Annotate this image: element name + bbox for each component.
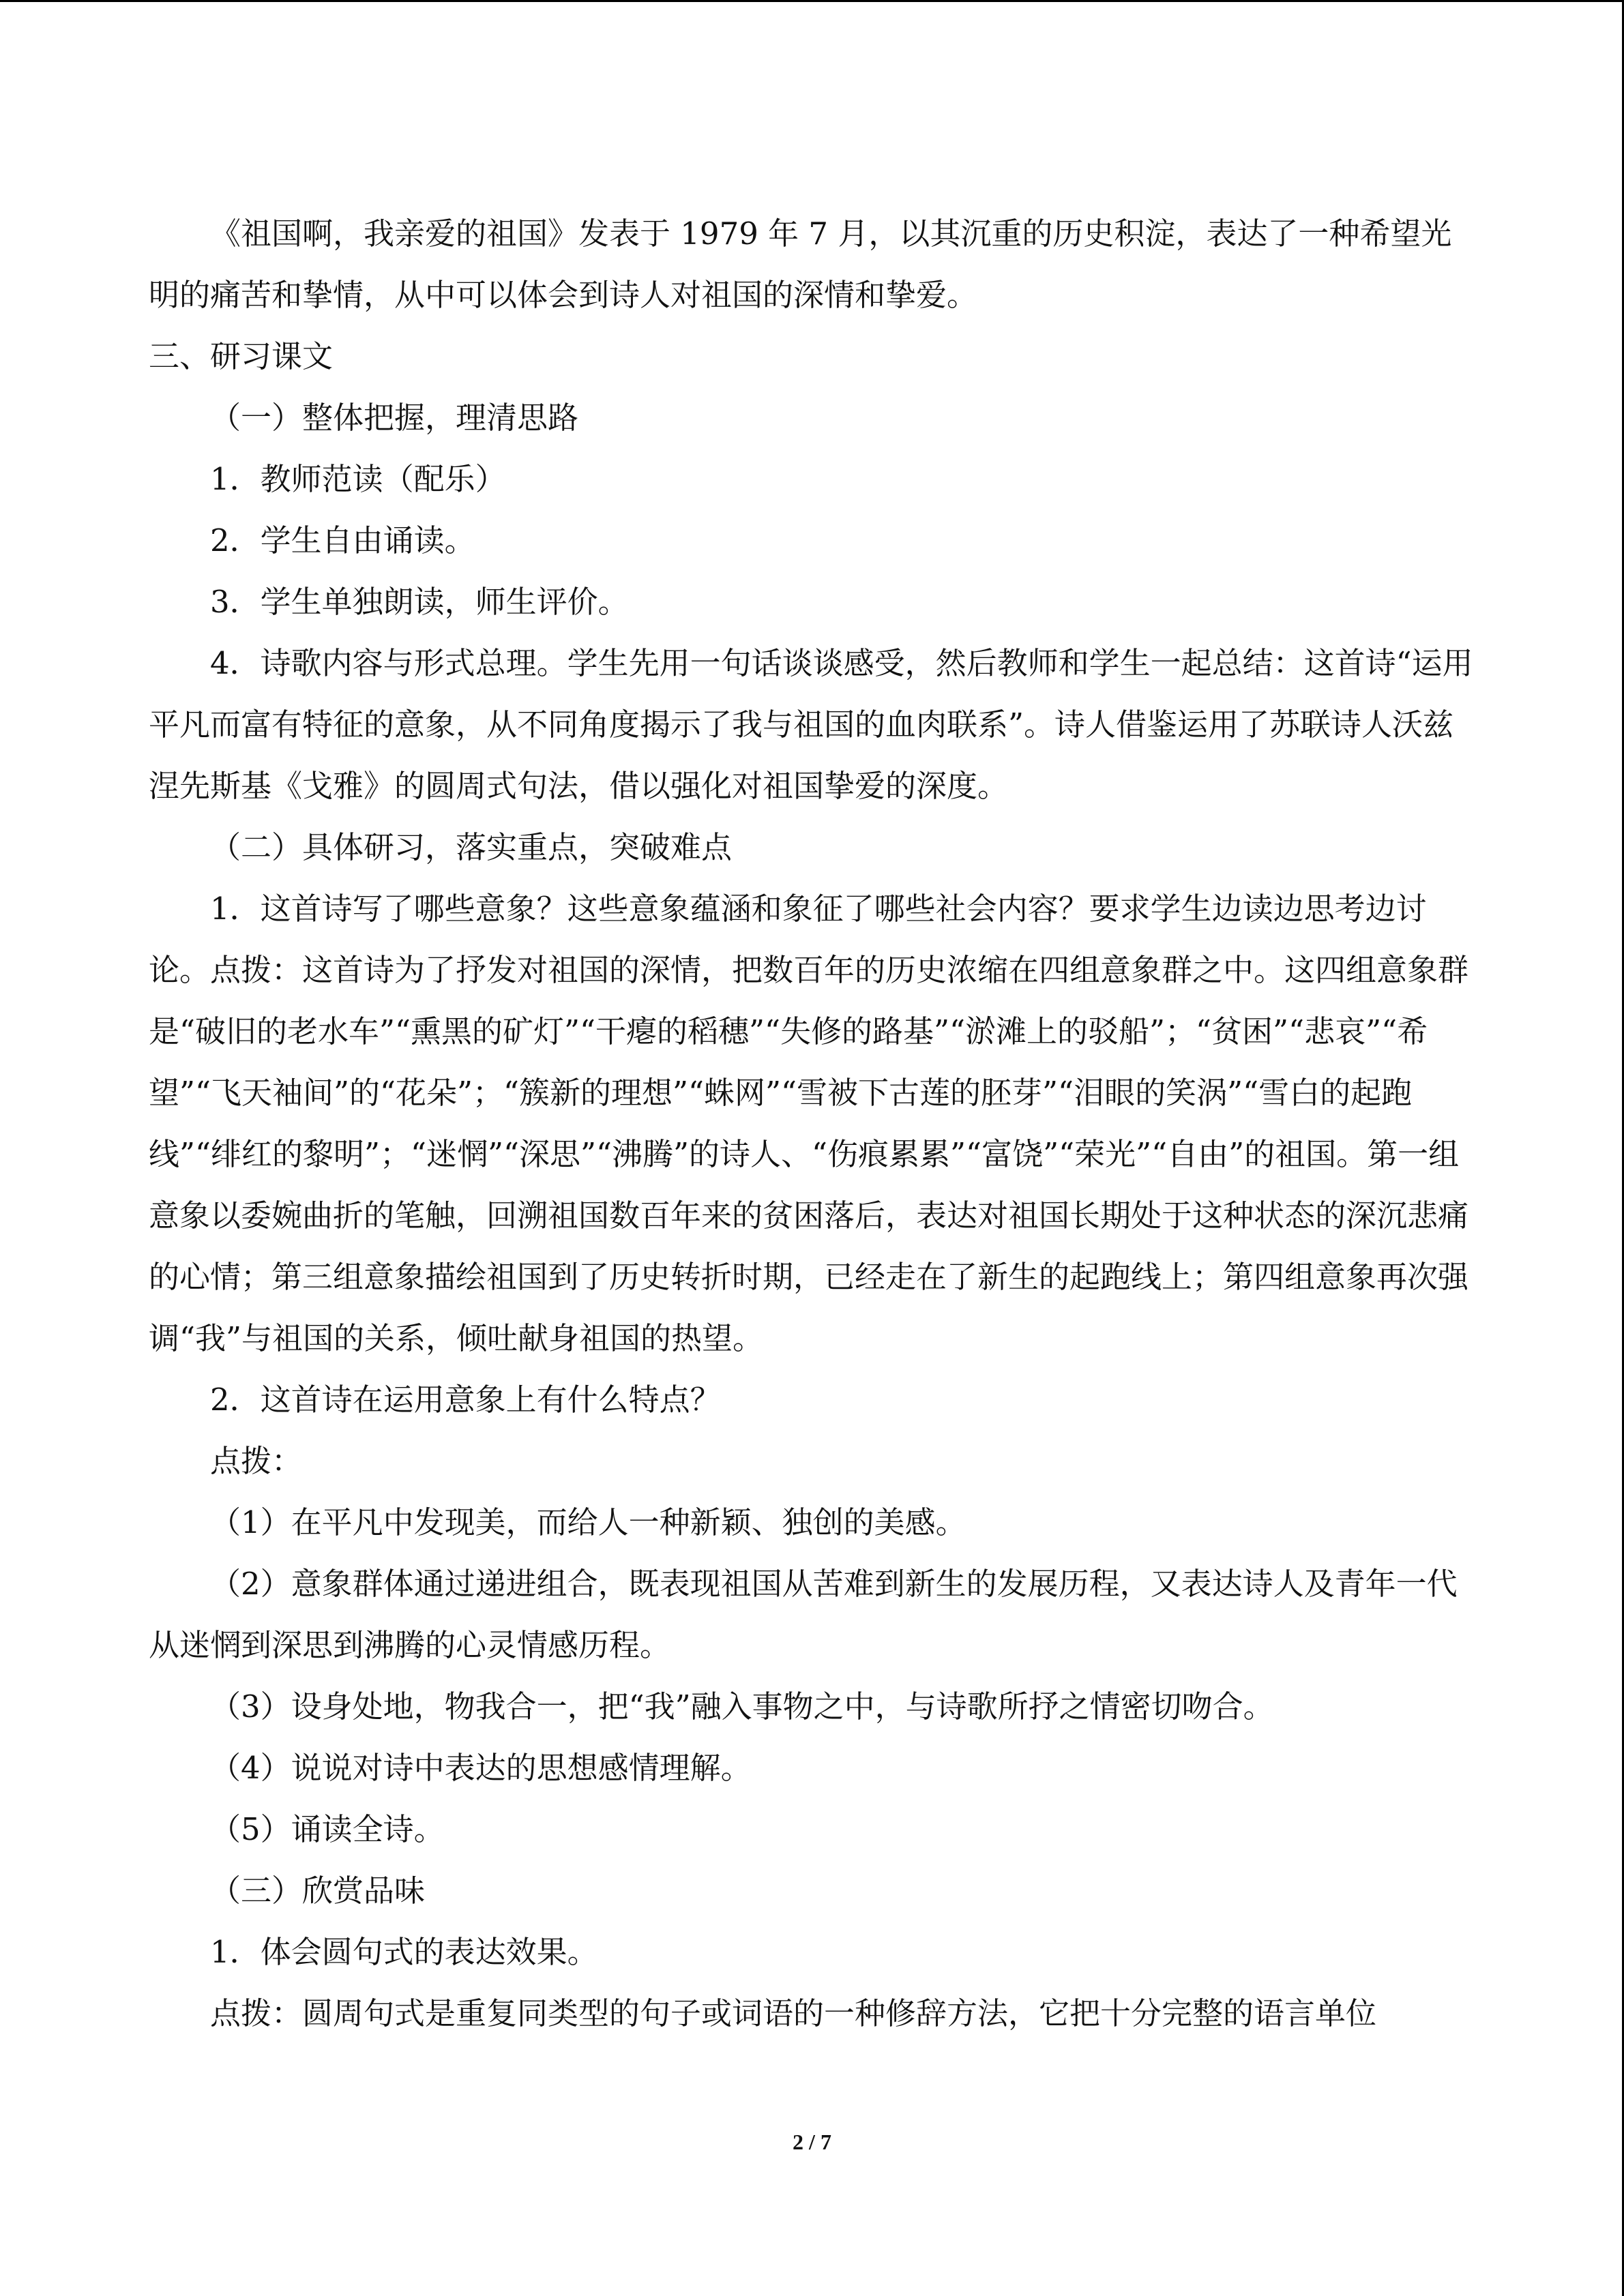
section-heading: 三、研习课文: [149, 338, 334, 374]
list-item: 2．这首诗在运用意象上有什么特点？: [210, 1382, 721, 1418]
list-item: 1．体会圆句式的表达效果。: [210, 1934, 598, 1970]
list-item: 1．这首诗写了哪些意象？这些意象蕴涵和象征了哪些社会内容？要求学生边读边思考边讨论。点拨：这首诗为了抒发对祖国的深情，把数百年的历史浓缩在四组意象群之中。这四组意象群是“破旧的老水车”“熏黑的矿灯”“干瘪的稻穗”“失修的路基”“淤滩上的驳船”；“贫困”“悲哀”“希望”“飞天袖间”的“花朵”；“簇新的理想”“蛛网”“雪被下古莲的胚芽”“泪眼的笑涡”“雪白的起跑线”“绯红的黎明”；“迷惘”“深思”“沸腾”的诗人、“伤痕累累”“富饶”“荣光”“自由”的祖国。第一组意象以委婉曲折的笔触，回溯祖国数百年来的贫困落后，表达对祖国长期处于这种状态的深沉悲痛的心情；第三组意象描绘祖国到了历史转折时期，已经走在了新生的起跑线上；第四组意象再次强调“我”与祖国的关系，倾吐献身祖国的热望。: [149, 891, 1469, 1356]
hint-paragraph: 点拨：圆周句式是重复同类型的句子或词语的一种修辞方法，它把十分完整的语言单位: [210, 1995, 1377, 2031]
list-item: （1）在平凡中发现美，而给人一种新颖、独创的美感。: [210, 1504, 966, 1540]
list-item: 4．诗歌内容与形式总理。学生先用一句话谈谈感受，然后教师和学生一起总结：这首诗“运用平凡而富有特征的意象，从不同角度揭示了我与祖国的血肉联系”。诗人借鉴运用了苏联诗人沃兹涅先斯基《戈雅》的圆周式句法，借以强化对祖国挚爱的深度。: [149, 645, 1473, 804]
subsection-heading: （一）整体把握，理清思路: [210, 400, 579, 436]
list-item: （4）说说对诗中表达的思想感情理解。: [210, 1750, 752, 1786]
list-item: （2）意象群体通过递进组合，既表现祖国从苦难到新生的发展历程，又表达诗人及青年一代从迷惘到深思到沸腾的心灵情感历程。: [149, 1566, 1458, 1663]
subsection-heading: （三）欣赏品味: [210, 1873, 426, 1909]
page-number: 2 / 7: [793, 2130, 831, 2154]
document-body: [149, 203, 1476, 2044]
list-item: （5）诵读全诗。: [210, 1811, 445, 1847]
list-item: 1．教师范读（配乐）: [210, 461, 506, 497]
list-item: （3）设身处地，物我合一，把“我”融入事物之中，与诗歌所抒之情密切吻合。: [210, 1688, 1274, 1725]
intro-paragraph: 《祖国啊，我亲爱的祖国》发表于 1979 年 7 月，以其沉重的历史积淀，表达了一种希望光明的痛苦和挚情，从中可以体会到诗人对祖国的深情和挚爱。: [149, 215, 1452, 313]
list-item: 2．学生自由诵读。: [210, 522, 475, 558]
list-item: 3．学生单独朗读，师生评价。: [210, 584, 629, 620]
subsection-heading: （二）具体研习，落实重点，突破难点: [210, 829, 733, 865]
hint-label: 点拨：: [210, 1443, 303, 1479]
